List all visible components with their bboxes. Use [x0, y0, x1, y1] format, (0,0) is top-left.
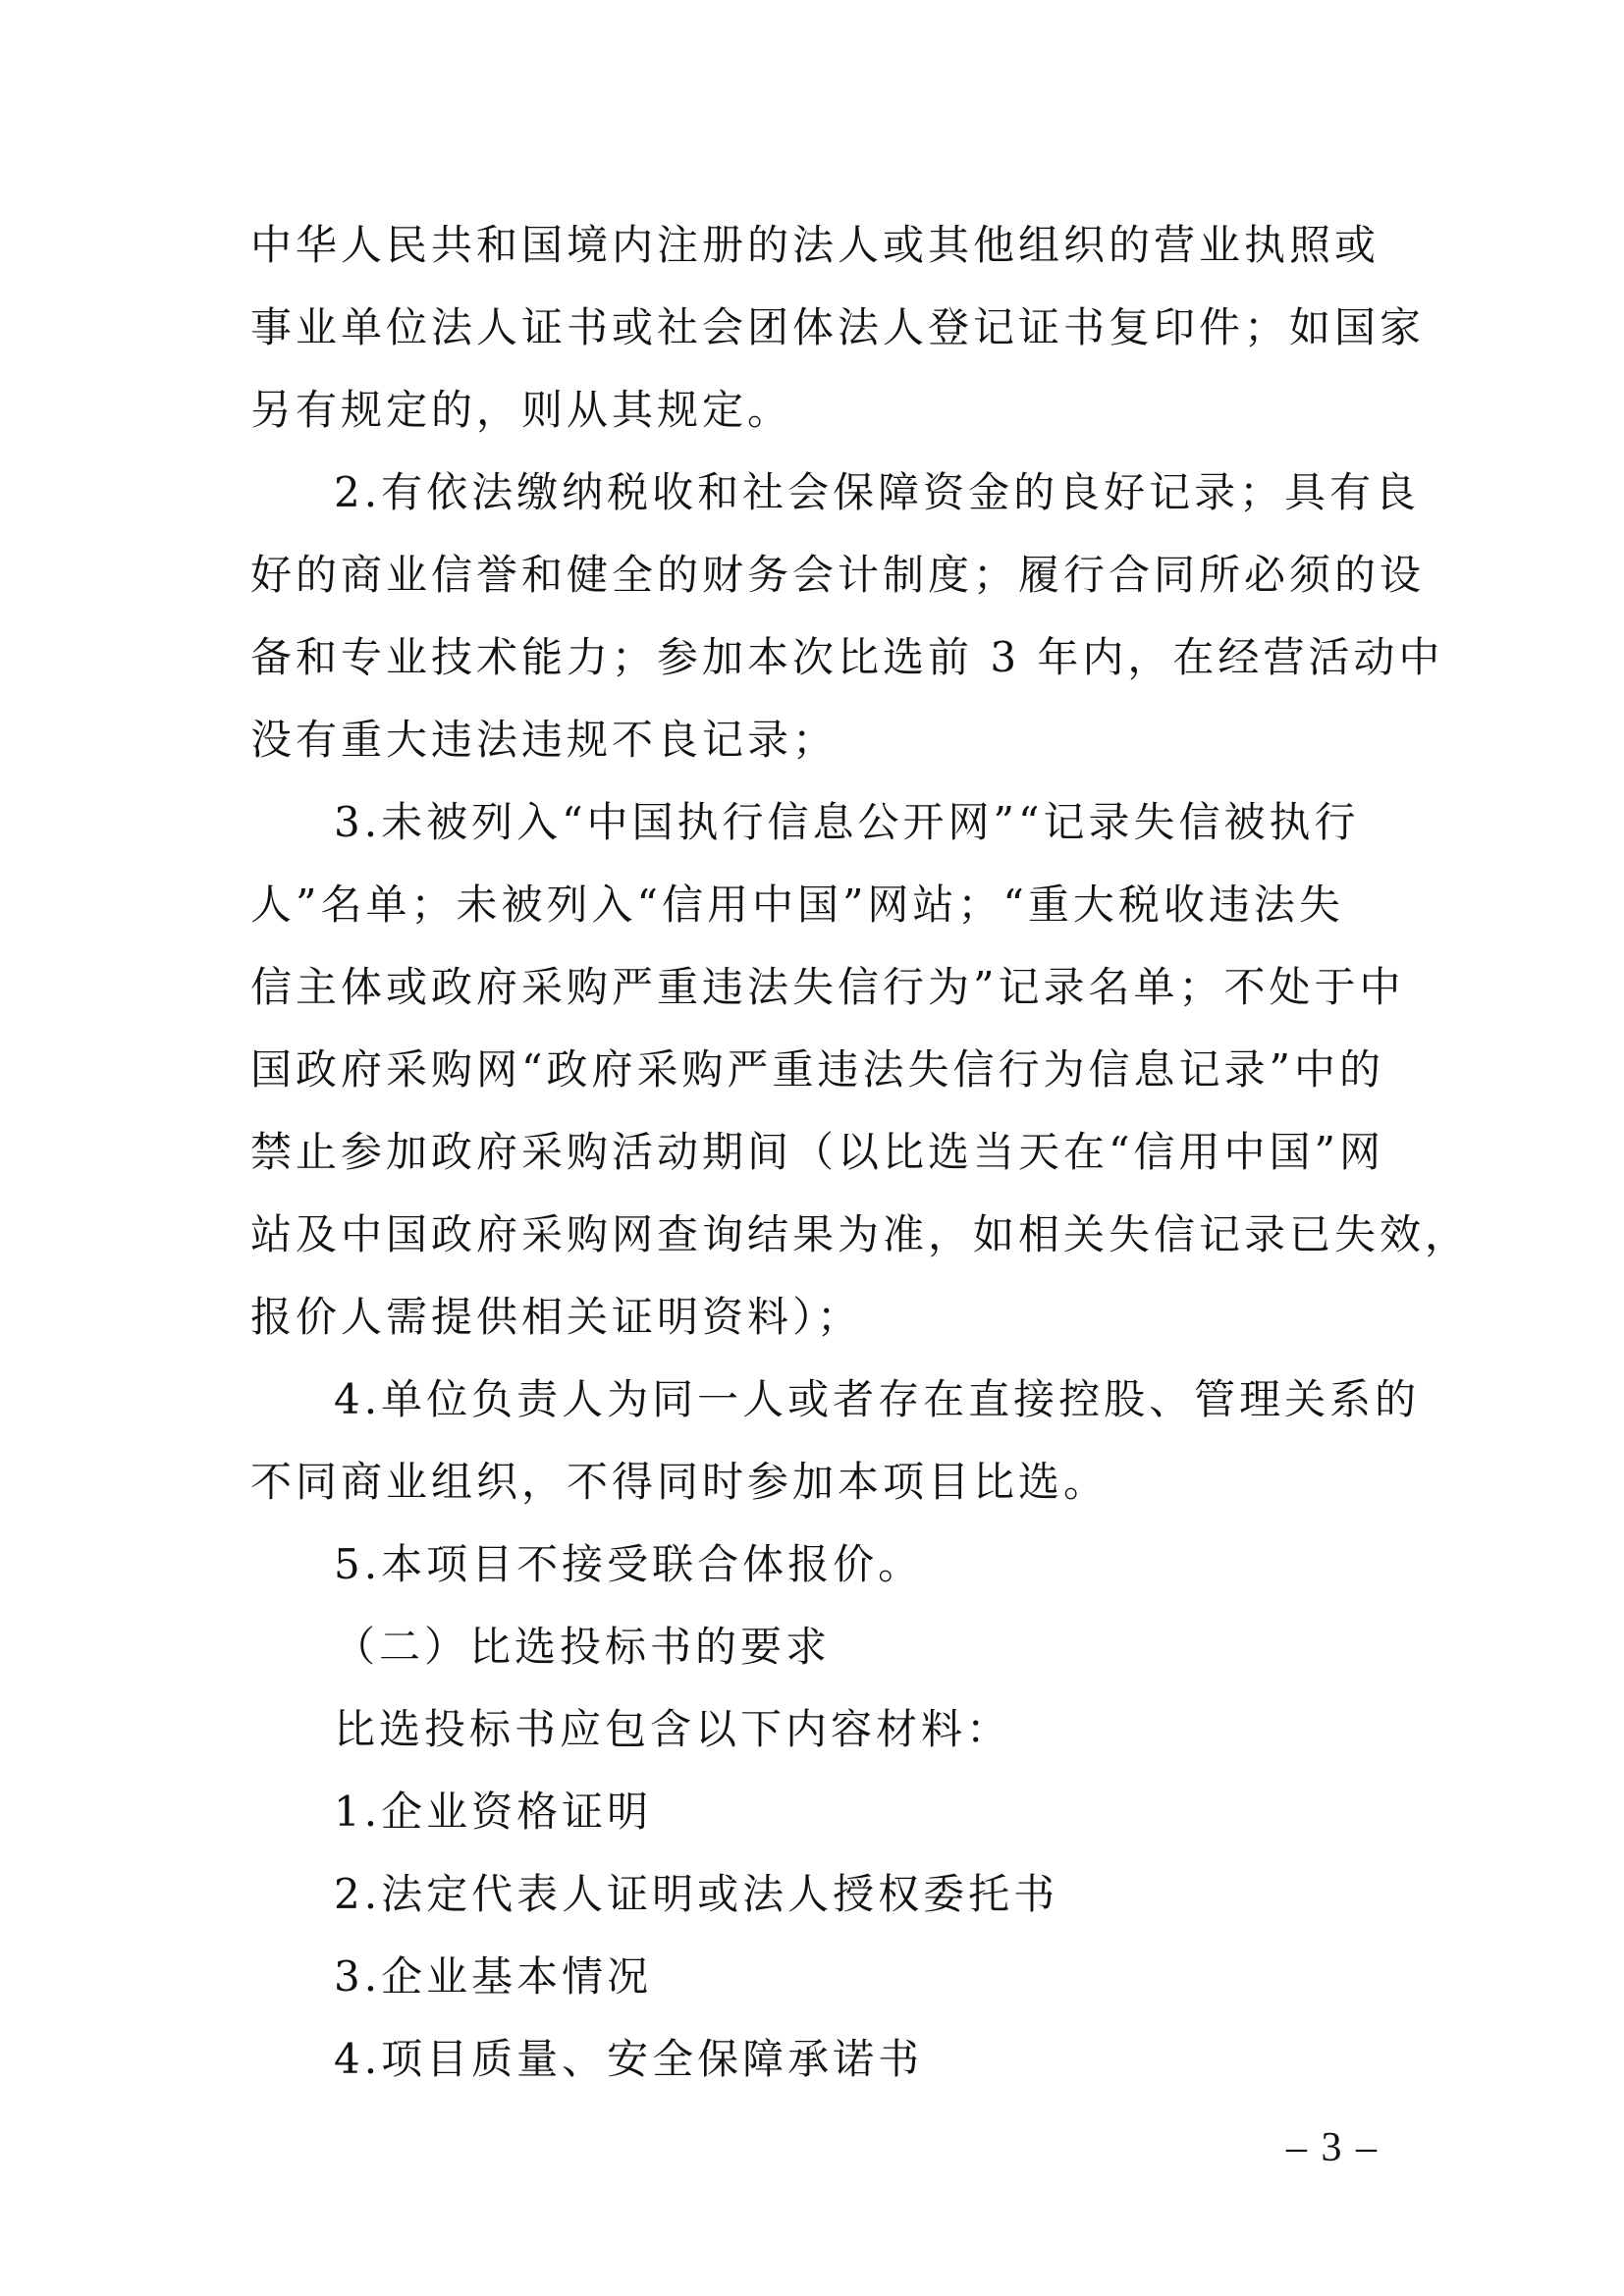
material-item-3: 3.企业基本情况 — [334, 1952, 653, 2001]
requirement-3-line-5: 禁止参加政府采购活动期间（以比选当天在“信用中国”网 — [250, 1128, 1384, 1176]
requirement-4-line-1: 4.单位负责人为同一人或者存在直接控股、管理关系的 — [334, 1375, 1421, 1423]
requirement-4-line-2: 不同商业组织，不得同时参加本项目比选。 — [250, 1458, 1110, 1506]
requirement-3-line-4: 国政府采购网“政府采购严重违法失信行为信息记录”中的 — [250, 1045, 1384, 1094]
requirement-2-line-4: 没有重大违法违规不良记录； — [250, 716, 839, 764]
page-number: – 3 – — [1286, 2125, 1379, 2170]
requirement-3-line-2: 人”名单；未被列入“信用中国”网站；“重大税收违法失 — [250, 881, 1344, 929]
requirement-2-line-1: 2.有依法缴纳税收和社会保障资金的良好记录；具有良 — [334, 468, 1421, 516]
requirement-3-line-1: 3.未被列入“中国执行信息公开网”“记录失信被执行 — [334, 798, 1360, 846]
requirement-2-line-3: 备和专业技术能力；参加本次比选前 3 年内，在经营活动中 — [250, 633, 1444, 681]
section-heading: （二）比选投标书的要求 — [334, 1623, 832, 1671]
requirement-3-line-6: 站及中国政府采购网查询结果为准，如相关失信记录已失效， — [250, 1210, 1471, 1258]
requirement-5: 5.本项目不接受联合体报价。 — [334, 1540, 924, 1588]
section-intro: 比选投标书应包含以下内容材料： — [334, 1705, 1012, 1753]
requirement-3-line-3: 信主体或政府采购严重违法失信行为”记录名单；不处于中 — [250, 963, 1405, 1011]
body-line-2: 事业单位法人证书或社会团体法人登记证书复印件；如国家 — [250, 303, 1426, 351]
material-item-4: 4.项目质量、安全保障承诺书 — [334, 2035, 924, 2083]
body-line-3: 另有规定的，则从其规定。 — [250, 386, 793, 434]
body-line-1: 中华人民共和国境内注册的法人或其他组织的营业执照或 — [250, 221, 1380, 269]
requirement-3-line-7: 报价人需提供相关证明资料）； — [250, 1293, 863, 1341]
requirement-2-line-2: 好的商业信誉和健全的财务会计制度；履行合同所必须的设 — [250, 551, 1426, 599]
material-item-1: 1.企业资格证明 — [334, 1788, 653, 1836]
material-item-2: 2.法定代表人证明或法人授权委托书 — [334, 1870, 1059, 1918]
